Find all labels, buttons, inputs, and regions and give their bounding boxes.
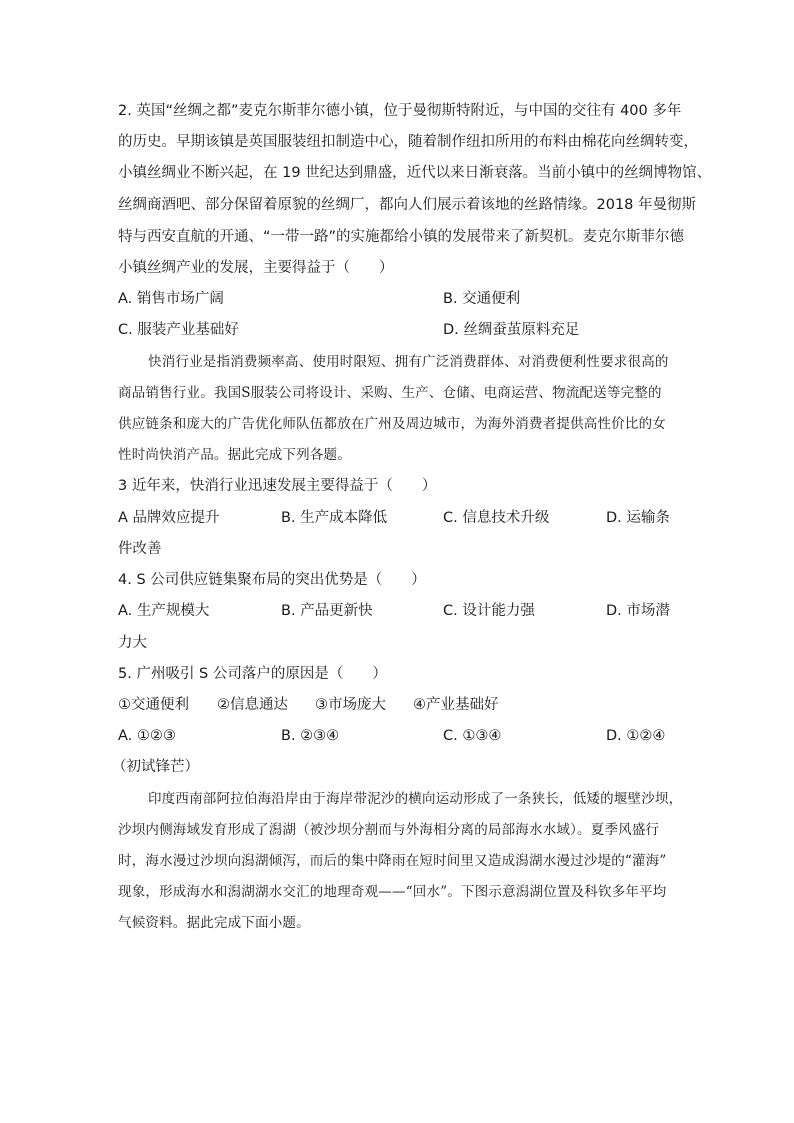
- passage2-line: 气候资料。据此完成下面小题。: [118, 915, 310, 931]
- q2-stem-line: 的历史。早期该镇是英国服装纽扣制造中心，随着制作纽扣所用的布料由棉花向丝绸转变，: [118, 134, 698, 150]
- passage2-line: 现象，形成海水和潟湖湖水交汇的地理奇观——“回水”。下图示意潟湖位置及科钦多年平均: [118, 884, 667, 900]
- q5-option-d[interactable]: D. ①②④: [606, 728, 666, 744]
- q3-stem: 3 近年来，快消行业迅速发展主要得益于（ ）: [118, 478, 437, 494]
- q5-option-a[interactable]: A. ①②③: [118, 728, 176, 744]
- q4-option-b[interactable]: B. 产品更新快: [281, 603, 373, 619]
- passage2-line: 沙坝内侧海域发育形成了潟湖（被沙坝分割而与外海相分离的局部海水水域）。夏季风盛行: [118, 822, 660, 838]
- q3-option-b[interactable]: B. 生产成本降低: [281, 510, 388, 526]
- q2-stem-line: 2. 英国“丝绸之都”麦克尔斯菲尔德小镇，位于曼彻斯特附近，与中国的交往有 400 多年: [118, 103, 682, 119]
- q4-option-a[interactable]: A. 生产规模大: [118, 603, 210, 619]
- q3-option-d[interactable]: D. 运输条: [606, 510, 670, 526]
- q2-option-a[interactable]: A. 销售市场广阔: [118, 291, 224, 307]
- q2-stem-line: 丝绸商酒吧、部分保留着原貌的丝绸厂，都向人们展示着该地的丝路情缘。2018 年曼彻斯: [118, 197, 697, 213]
- q5-item-4: ④产业基础好: [413, 697, 499, 713]
- q2-stem-line: 特与西安直航的开通、“一带一路”的实施都给小镇的发展带来了新契机。麦克尔斯菲尔德: [118, 229, 685, 245]
- q2-option-d[interactable]: D. 丝绸蚕茧原料充足: [443, 322, 580, 338]
- q4-option-c[interactable]: C. 设计能力强: [443, 603, 535, 619]
- q4-stem: 4. S 公司供应链集聚布局的突出优势是（ ）: [118, 572, 426, 588]
- q4-option-d-wrap: 力大: [118, 635, 147, 651]
- q5-option-b[interactable]: B. ②③④: [281, 728, 340, 744]
- passage2-line: 印度西南部阿拉伯海沿岸由于海岸带泥沙的横向运动形成了一条狭长，低矮的堰壁沙坝，: [148, 791, 683, 807]
- passage1-line: 性时尚快消产品。据此完成下列各题。: [118, 447, 351, 463]
- q3-option-a[interactable]: A 品牌效应提升: [118, 510, 220, 526]
- q5-item-3: ③市场庞大: [315, 697, 386, 713]
- q5-item-2: ②信息通达: [217, 697, 288, 713]
- passage1-line: 供应链条和庞大的广告优化师队伍都放在广州及周边城市，为海外消费者提供高性价比的女: [118, 416, 666, 432]
- q4-option-d[interactable]: D. 市场潜: [606, 603, 670, 619]
- section-tag: （初试锋芒）: [112, 759, 199, 775]
- q3-option-c[interactable]: C. 信息技术升级: [443, 510, 550, 526]
- q2-stem-line: 小镇丝绸业不断兴起，在 19 世纪达到鼎盛，近代以来日渐衰落。当前小镇中的丝绸博物馆、: [118, 165, 712, 181]
- q2-option-b[interactable]: B. 交通便利: [443, 291, 521, 307]
- q5-option-c[interactable]: C. ①③④: [443, 728, 502, 744]
- q3-option-d-wrap: 件改善: [118, 541, 162, 557]
- passage1-line: 快消行业是指消费频率高、使用时限短、拥有广泛消费群体、对消费便利性要求很高的: [148, 354, 669, 370]
- q5-stem: 5. 广州吸引 S 公司落户的原因是（ ）: [118, 666, 387, 682]
- q2-stem-line: 小镇丝绸产业的发展，主要得益于（ ）: [118, 260, 394, 276]
- q5-item-1: ①交通便利: [118, 697, 189, 713]
- passage1-line: 商品销售行业。我国S服装公司将设计、采购、生产、仓储、电商运营、物流配送等完整的: [118, 385, 662, 401]
- q2-option-c[interactable]: C. 服装产业基础好: [118, 322, 239, 338]
- passage2-line: 时，海水漫过沙坝向潟湖倾泻，而后的集中降雨在短时间里又造成潟湖水漫过沙堤的“灌海”: [118, 853, 667, 869]
